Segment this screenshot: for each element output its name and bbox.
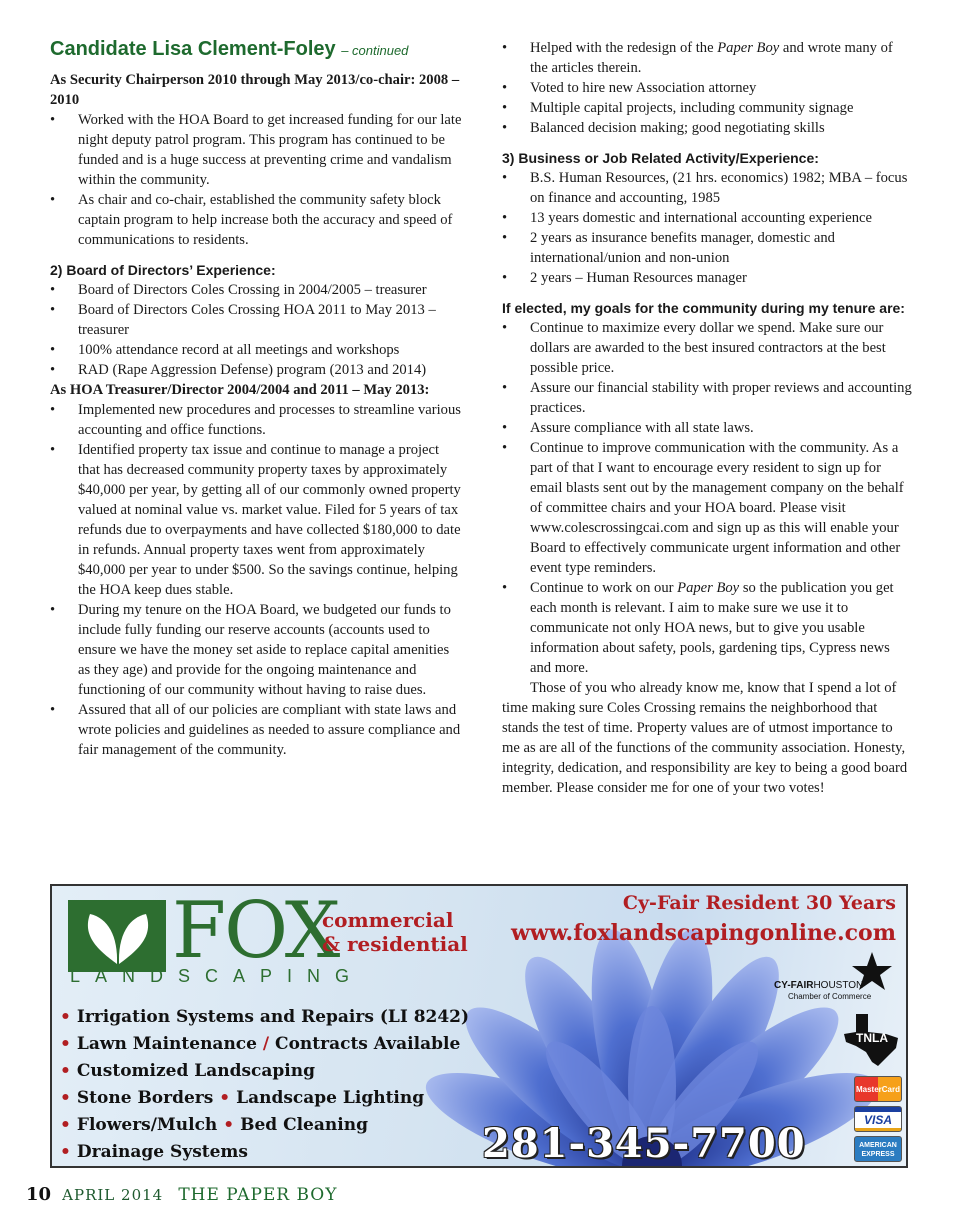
- amex-icon: [854, 1136, 902, 1162]
- right-column: [502, 38, 914, 798]
- commercial-text: commercial: [322, 908, 454, 932]
- candidate-name: Candidate Lisa Clement-Foley: [50, 38, 336, 60]
- list-item: • 2 years as insurance benefits manager, domestic and international/union and non-union: [502, 228, 914, 268]
- list-item: • 2 years – Human Resources manager: [502, 268, 914, 288]
- services-list: [60, 1004, 469, 1166]
- list-item: • Identified property tax issue and continue to manage a project that has decreased community property taxes by approximately $40,000 per year, by getting all of our commonly owned property valued at nominal value vs. market value. Filed for 5 years of tax refunds due to overpayments and have collected $180,000 to date in refunds. Annual property taxes went from approximately $40,000 per year to under $500. So the savings continue, helping the HOA keep dues stable.: [50, 440, 462, 600]
- service-line: [60, 1031, 469, 1058]
- list-item: • As chair and co-chair, established the community safety block captain program to help increase both the accuracy and speed of communications to residents.: [50, 190, 462, 250]
- publication-title: THE PAPER BOY: [178, 1185, 338, 1205]
- list-item: • Assure compliance with all state laws.: [502, 418, 914, 438]
- page-number: 10: [26, 1184, 52, 1205]
- publication-name: Paper Boy: [677, 580, 740, 596]
- security-heading: As Security Chairperson 2010 through May 2013/co-chair: 2008 – 2010: [50, 72, 460, 108]
- treasurer-heading: As HOA Treasurer/Director 2004/2004 and 2011 – May 2013:: [50, 382, 430, 398]
- list-item: • Implemented new procedures and processes to streamline various accounting and office functions.: [50, 400, 462, 440]
- chamber-of-commerce-logo: [774, 970, 904, 1014]
- service-line: [60, 1085, 469, 1112]
- board-continued-list: [502, 38, 914, 138]
- slash-separator: /: [262, 1034, 270, 1054]
- business-list: [502, 168, 914, 288]
- goals-heading: If elected, my goals for the community during my tenure are:: [502, 300, 905, 316]
- phone-number[interactable]: 281-345-7700: [482, 1120, 806, 1167]
- tnla-texas-logo-icon: [842, 1012, 902, 1068]
- brand-name: FOX: [172, 886, 339, 976]
- bullet-icon: •: [60, 1007, 71, 1027]
- list-item: • During my tenure on the HOA Board, we budgeted our funds to include fully funding our reserve accounts (accounts used to ensure we have the money set aside to replace capital amenities as they age) and provide for the ongoing maintenance and functioning of our community without having to raise dues.: [50, 600, 462, 700]
- mastercard-icon: MasterCard: [854, 1076, 902, 1102]
- service-line: [60, 1058, 469, 1085]
- continued-label: – continued: [341, 43, 409, 58]
- service-item: Flowers/Mulch: [76, 1115, 218, 1135]
- chamber-subtitle: Chamber of Commerce: [788, 992, 872, 1001]
- list-item: • RAD (Rape Aggression Defense) program (2013 and 2014): [50, 360, 462, 380]
- list-item: • Board of Directors Coles Crossing HOA 2011 to May 2013 – treasurer: [50, 300, 462, 340]
- service-item: Drainage Systems: [76, 1142, 248, 1162]
- list-item: [502, 38, 914, 78]
- visa-icon: VISA: [854, 1106, 902, 1132]
- list-item: • Continue to maximize every dollar we spend. Make sure our dollars are awarded to the best insured contractors at the best possible price.: [502, 318, 914, 378]
- goals-list: [502, 318, 914, 678]
- residential-text: & residential: [322, 932, 468, 956]
- website-link[interactable]: www.foxlandscapingonline.com: [510, 920, 896, 946]
- service-item: Bed Cleaning: [240, 1115, 368, 1135]
- amex-line1: AMERICAN: [859, 1142, 897, 1149]
- list-item: • Board of Directors Coles Crossing in 2004/2005 – treasurer: [50, 280, 462, 300]
- page-footer: [26, 1184, 337, 1205]
- leaf-logo-icon: [68, 900, 166, 972]
- service-item: Irrigation Systems and Repairs (LI 8242): [76, 1007, 470, 1027]
- resident-tagline: Cy-Fair Resident 30 Years: [622, 892, 896, 914]
- bullet-icon: •: [219, 1088, 231, 1108]
- item-text: and wrote many of the articles therein.: [530, 40, 893, 76]
- bullet-icon: •: [60, 1088, 71, 1108]
- item-text: so the publication you get each month is relevant. I aim to make sure we use it to communicate not only HOA news, but to give you usable information about safety, pools, gardening tips, Cypress news and more.: [530, 580, 894, 676]
- list-item: • Balanced decision making; good negotiating skills: [502, 118, 914, 138]
- tnla-text: TNLA: [856, 1031, 888, 1045]
- list-item: • 13 years domestic and international accounting experience: [502, 208, 914, 228]
- commercial-residential-label: [322, 908, 468, 956]
- list-item: • Voted to hire new Association attorney: [502, 78, 914, 98]
- bullet-icon: •: [60, 1142, 71, 1162]
- service-line: [60, 1004, 469, 1031]
- list-item: • B.S. Human Resources, (21 hrs. economics) 1982; MBA – focus on finance and accounting, 1985: [502, 168, 914, 208]
- chamber-bold: CY-FAIR: [774, 980, 814, 991]
- list-item: • Assure our financial stability with proper reviews and accounting practices.: [502, 378, 914, 418]
- bullet-icon: •: [60, 1034, 71, 1054]
- list-item: [502, 578, 914, 678]
- item-text: Continue to work on our: [530, 580, 678, 596]
- bullet-icon: •: [60, 1061, 71, 1081]
- bullet-icon: •: [60, 1115, 71, 1135]
- closing-paragraph: Those of you who already know me, know that I spend a lot of time making sure Coles Crossing remains the neighborhood that stands the test of time. Property values are of utmost importance to me as are all of the functions of the community association. Honesty, integrity, dedication, and responsibility are key to being a good board member. Please consider me for one of your two votes!: [502, 680, 908, 796]
- item-text: Helped with the redesign of the: [530, 40, 718, 56]
- service-line: [60, 1112, 469, 1139]
- board-list: [50, 280, 462, 380]
- service-item: Stone Borders: [76, 1088, 214, 1108]
- treasurer-list: [50, 400, 462, 760]
- fox-landscaping-ad: [50, 884, 908, 1168]
- service-line: [60, 1139, 469, 1166]
- article-title: [50, 36, 462, 64]
- list-item: • 100% attendance record at all meetings and workshops: [50, 340, 462, 360]
- bullet-icon: •: [223, 1115, 235, 1135]
- security-list: [50, 110, 462, 250]
- service-item: Lawn Maintenance: [76, 1034, 257, 1054]
- landscaping-label: LANDSCAPING: [70, 966, 365, 986]
- business-heading: 3) Business or Job Related Activity/Experience:: [502, 150, 819, 166]
- list-item: • Multiple capital projects, including community signage: [502, 98, 914, 118]
- service-item: Customized Landscaping: [76, 1061, 315, 1081]
- chamber-name: [774, 980, 863, 991]
- list-item: • Assured that all of our policies are compliant with state laws and wrote policies and guidelines as needed to assure compliance and fair management of the community.: [50, 700, 462, 760]
- issue-date: APRIL 2014: [62, 1186, 164, 1204]
- service-item: Landscape Lighting: [236, 1088, 425, 1108]
- list-item: • Worked with the HOA Board to get increased funding for our late night deputy patrol program. This program has continued to be funded and is a huge success at preventing crime and vandalism within the community.: [50, 110, 462, 190]
- left-column: [50, 36, 462, 760]
- chamber-thin: HOUSTON: [813, 980, 864, 991]
- list-item: • Continue to improve communication with the community. As a part of that I want to encourage every resident to sign up for email blasts sent out by the management company on the behalf of committee chairs and your HOA board. Please visit www.colescrossingcai.com and sign up as this will enable your Board to effectively communicate urgent information and other event type reminders.: [502, 438, 914, 578]
- service-item: Contracts Available: [275, 1034, 461, 1054]
- payment-cards: [854, 1076, 904, 1166]
- board-heading: 2) Board of Directors’ Experience:: [50, 262, 276, 278]
- amex-line2: EXPRESS: [861, 1151, 895, 1158]
- publication-name: Paper Boy: [717, 40, 780, 56]
